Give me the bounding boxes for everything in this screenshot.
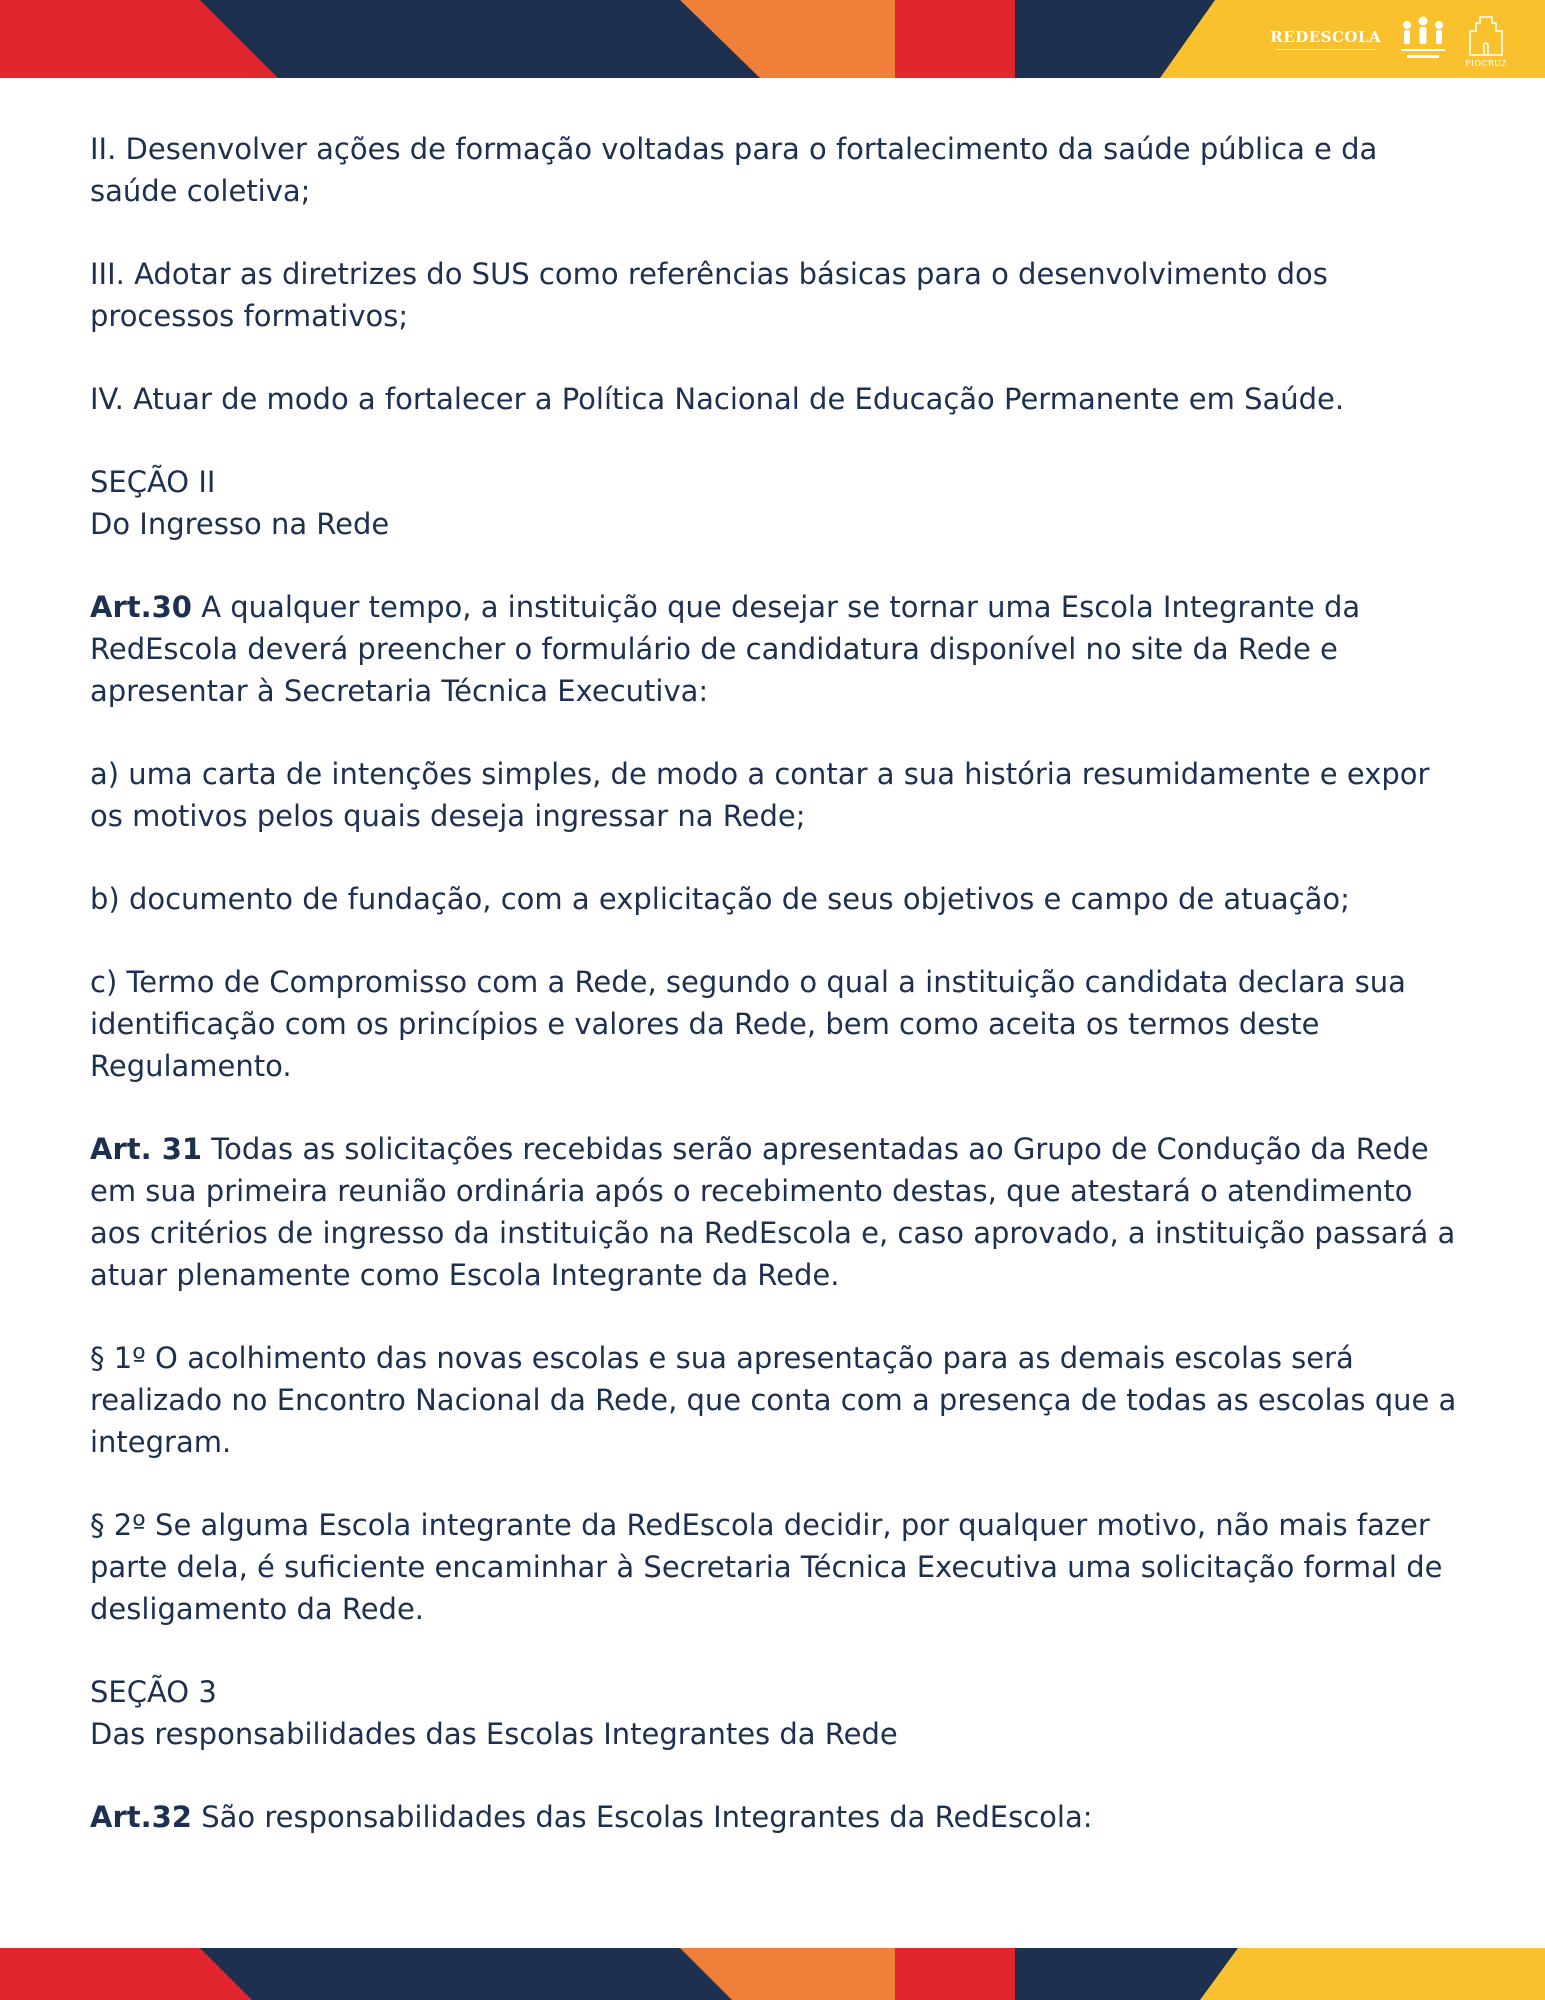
section-3-heading bbox=[90, 1671, 1470, 1755]
item-iii: III. Adotar as diretrizes do SUS como referências básicas para o desenvolvimento dos processos formativos; bbox=[90, 257, 1328, 333]
section-2-heading bbox=[90, 461, 1470, 545]
item-iv: IV. Atuar de modo a fortalecer a Política Nacional de Educação Permanente em Saúde. bbox=[90, 382, 1345, 416]
article-31-paragraph-2: § 2º Se alguma Escola integrante da RedEscola decidir, por qualquer motivo, não mais fazer parte dela, é suficiente encaminhar à Secretaria Técnica Executiva uma solicitação formal de desligamento da Rede. bbox=[90, 1508, 1443, 1626]
castle-icon bbox=[1466, 13, 1506, 57]
article-30 bbox=[90, 586, 1470, 712]
article-31 bbox=[90, 1128, 1470, 1296]
section-2-title: Do Ingresso na Rede bbox=[90, 507, 390, 541]
people-logo-icon bbox=[1397, 15, 1449, 65]
redescola-logo-text: REDESCOLA bbox=[1270, 27, 1382, 46]
section-3-label: SEÇÃO 3 bbox=[90, 1675, 217, 1709]
article-31-paragraph-1: § 1º O acolhimento das novas escolas e sua apresentação para as demais escolas será realizado no Encontro Nacional da Rede, que conta com a presença de todas as escolas que a integram. bbox=[90, 1341, 1457, 1459]
article-30-item-b: b) documento de fundação, com a explicitação de seus objetivos e campo de atuação; bbox=[90, 882, 1350, 916]
article-30-text: A qualquer tempo, a instituição que desejar se tornar uma Escola Integrante da RedEscola deverá preencher o formulário de candidatura disponível no site da Rede e apresentar à Secretaria Técnica Executiva: bbox=[90, 590, 1361, 708]
article-31-text: Todas as solicitações recebidas serão apresentadas ao Grupo de Condução da Rede em sua primeira reunião ordinária após o recebimento destas, que atestará o atendimento aos critérios de ingresso da instituição na RedEscola e, caso aprovado, a instituição passará a atuar plenamente como Escola Integrante da Rede. bbox=[90, 1132, 1456, 1292]
article-31-label: Art. 31 bbox=[90, 1132, 203, 1166]
article-30-label: Art.30 bbox=[90, 590, 192, 624]
redescola-logo bbox=[1270, 28, 1381, 53]
document-body bbox=[90, 128, 1470, 1879]
section-3-title: Das responsabilidades das Escolas Integrantes da Rede bbox=[90, 1717, 898, 1751]
item-ii: II. Desenvolver ações de formação voltadas para o fortalecimento da saúde pública e da saúde coletiva; bbox=[90, 132, 1378, 208]
article-32 bbox=[90, 1796, 1470, 1838]
bottom-color-band bbox=[0, 1948, 1545, 2000]
fiocruz-logo-text: FIOCRUZ bbox=[1465, 58, 1507, 68]
fiocruz-logo bbox=[1465, 13, 1507, 68]
article-30-item-a: a) uma carta de intenções simples, de modo a contar a sua história resumidamente e expor os motivos pelos quais deseja ingressar na Rede; bbox=[90, 757, 1430, 833]
article-32-label: Art.32 bbox=[90, 1800, 192, 1834]
article-32-text: São responsabilidades das Escolas Integrantes da RedEscola: bbox=[191, 1800, 1093, 1834]
top-color-band bbox=[0, 0, 1545, 78]
bottom-band-shapes bbox=[0, 1948, 1545, 2000]
section-2-label: SEÇÃO II bbox=[90, 465, 216, 499]
article-30-item-c: c) Termo de Compromisso com a Rede, segundo o qual a instituição candidata declara sua identificação com os princípios e valores da Rede, bem como aceita os termos deste Regulamento. bbox=[90, 965, 1406, 1083]
